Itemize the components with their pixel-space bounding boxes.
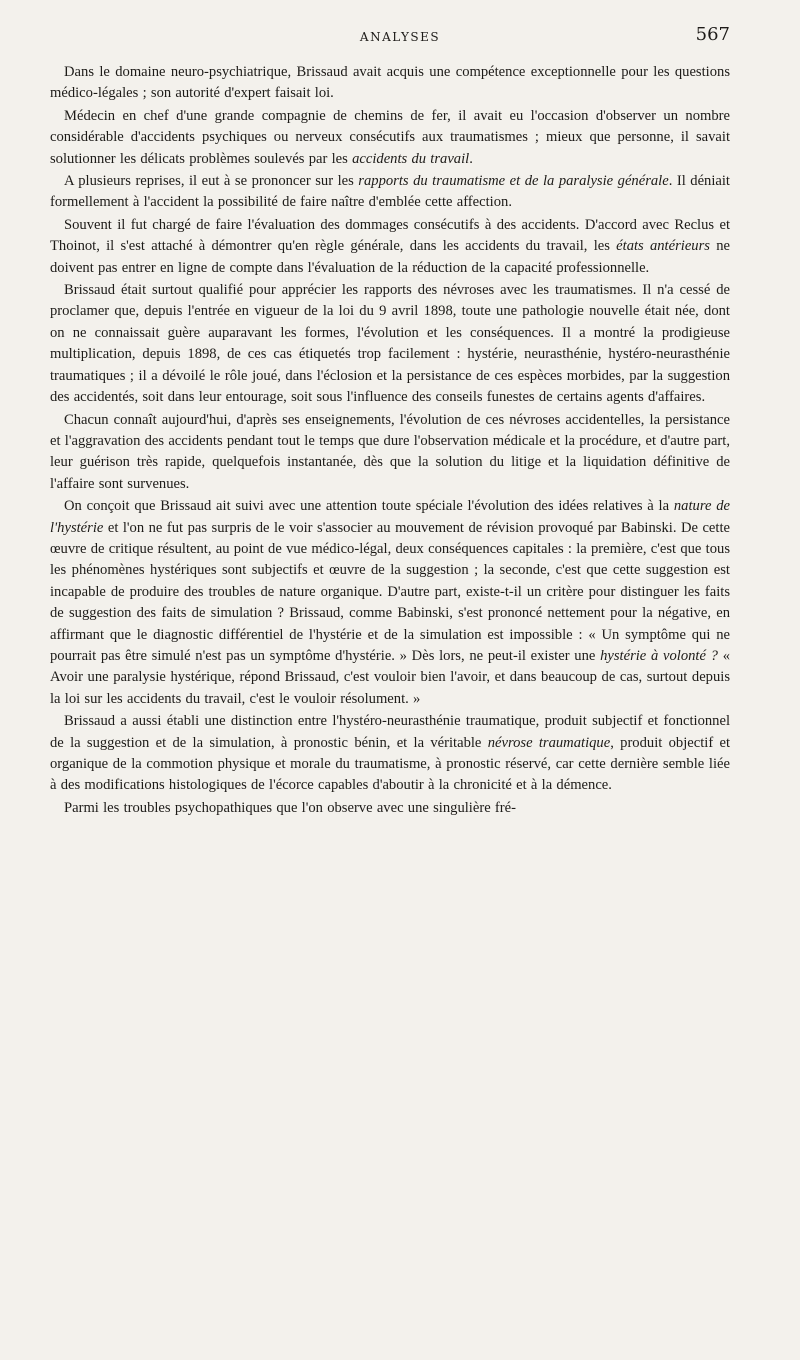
page-number: 567 <box>695 24 730 45</box>
paragraph: Dans le domaine neuro-psychiatrique, Brissaud avait acquis une compétence exceptionnelle pour les questions médico-légales ; son autorité d'expert faisait loi. <box>50 64 730 102</box>
paragraph: Chacun connaît aujourd'hui, d'après ses enseignements, l'évolution de ces névroses accidentelles, la persistance et l'aggravation des accidents pendant tout le temps que dure l'observation médicale et la procédure, et d'autre part, leur guérison très rapide, quelquefois instantanée, dès que la solution du litige et la liquidation définitive de l'affaire sont survenues. <box>50 411 730 492</box>
running-title: ANALYSES <box>359 30 441 44</box>
paragraph: Brissaud a aussi établi une distinction entre l'hystéro-neurasthénie traumatique, produit subjectif et fonctionnel de la suggestion et de la simulation, à pronostic bénin, et la véritable névrose traumatique, produit objectif et organique de la commotion physique et morale du traumatisme, à pronostic réservé, car cette dernière semble liée à des modifications histologiques de l'écorce capables d'aboutir à la chronicité et à la démence. <box>50 713 731 794</box>
paragraph: Brissaud était surtout qualifié pour apprécier les rapports des névroses avec les traumatismes. Il n'a cessé de proclamer que, depuis l'entrée en vigueur de la loi du 9 avril 1898, toute une pathologie nouvelle était née, dont on ne connaissait guère auparavant les formes, l'évolution et les conséquences. Il a montré la prodigieuse multiplication, depuis 1898, de ces cas étiquetés trop facilement : hystérie, neurasthénie, hystéro-neurasthénie traumatiques ; il a dévoilé le rôle joué, dans l'éclosion et la persistance de ces espèces morbides, par la suggestion des accidentés, soit dans leur entourage, soit sous l'influence des conseils funestes de certains agents d'affaires. <box>50 282 730 406</box>
paragraph: A plusieurs reprises, il eut à se prononcer sur les rapports du traumatisme et de la paralysie générale. Il déniait formellement à l'accident la possibilité de faire naître d'emblée cette affection. <box>50 173 730 211</box>
page-header <box>0 22 800 52</box>
paragraph: On conçoit que Brissaud ait suivi avec une attention toute spéciale l'évolution des idées relatives à la nature de l'hystérie et l'on ne fut pas surpris de le voir s'associer au mouvement de révision provoqué par Babinski. De cette œuvre de critique résultent, au point de vue médico-légal, deux conséquences capitales : la première, c'est que tous les phénomènes hystériques sont subjectifs et œuvre de la suggestion ; la seconde, c'est que cette suggestion est incapable de produire des troubles de nature organique. D'autre part, existe-t-il un critère pour distinguer les faits de suggestion des faits de simulation ? Brissaud, comme Babinski, s'est prononcé nettement pour la négative, en affirmant que le diagnostic différentiel de l'hystérie et de la simulation est impossible : « Un symptôme qui ne pourrait pas être simulé n'est pas un symptôme d'hystérie. » Dès lors, ne peut-il exister une hystérie à volonté ? « Avoir une paralysie hystérique, répond Brissaud, c'est vouloir bien l'avoir, et dans beaucoup de cas, surtout depuis la loi sur les accidents du travail, c'est le vouloir résolument. » <box>50 498 731 707</box>
body-text <box>50 62 730 820</box>
paragraph: Médecin en chef d'une grande compagnie de chemins de fer, il avait eu l'occasion d'observer un nombre considérable d'accidents psychiques ou nerveux consécutifs aux traumatismes ; mieux que personne, il savait solutionner les délicats problèmes soulevés par les accidents du travail. <box>50 107 730 167</box>
paragraph: Parmi les troubles psychopathiques que l'on observe avec une singulière fré- <box>64 799 516 816</box>
paragraph: Souvent il fut chargé de faire l'évaluation des dommages consécutifs à des accidents. D'accord avec Reclus et Thoinot, il s'est attaché à démontrer qu'en règle générale, dans les accidents du travail, les états antérieurs ne doivent pas entrer en ligne de compte dans l'évaluation de la réduction de la capacité professionnelle. <box>50 216 730 276</box>
